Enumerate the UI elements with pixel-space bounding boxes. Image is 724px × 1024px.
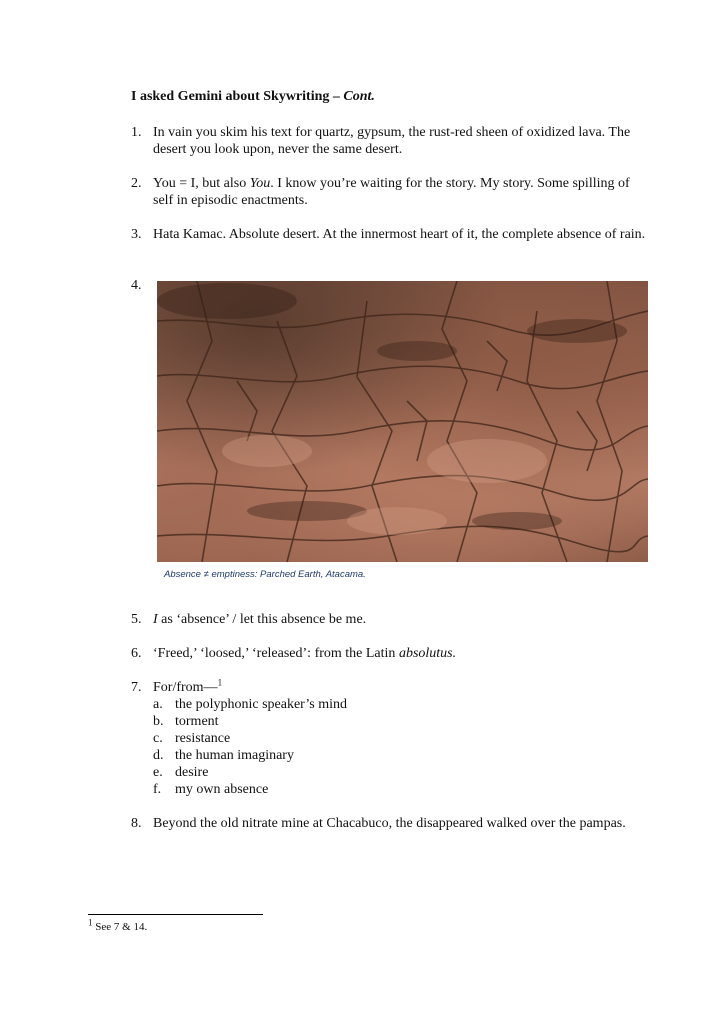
footnote: $^1$ See 7 & 14. [88, 917, 148, 933]
photo-caption: Absence ≠ emptiness: Parched Earth, Atacama. [164, 569, 366, 580]
cracked-ground-texture [157, 281, 648, 562]
document-page: I asked Gemini about Skywriting – Cont. 1. In vain you skim his text for quartz, gypsum, the rust-red sheen of oxidized lava. The desert you look upon, never the same desert. 2. You = I, but also You. I know you’re waiting for the story. My story. Some spilling of self in episodic enactments. 3. Hata Kamac. Absolute desert. At the innermost heart of it, the complete absence of rain. 4. Absence ≠ emptiness: Parched Earth, Atacama. 5. I as ‘absence’ / let this absence be me. 6. ‘Freed,’ ‘loosed,’ ‘released’: from the Latin absolutus. 7. For/from—$^1$ a. the polyphonic speaker’s mind b. torment c. resistance d. the human imaginary e. desire f. my own absence 8. Beyond the old nitrate mine at Chacabuco, the disappeared walked over the pampas. $^1$ See 7 & 14. [0, 0, 724, 1024]
page-title: I asked Gemini about Skywriting – Cont. [131, 89, 375, 104]
footnote-ref: 1 [217, 677, 223, 688]
parched-earth-photo [157, 281, 648, 562]
footnote-divider [88, 914, 263, 915]
